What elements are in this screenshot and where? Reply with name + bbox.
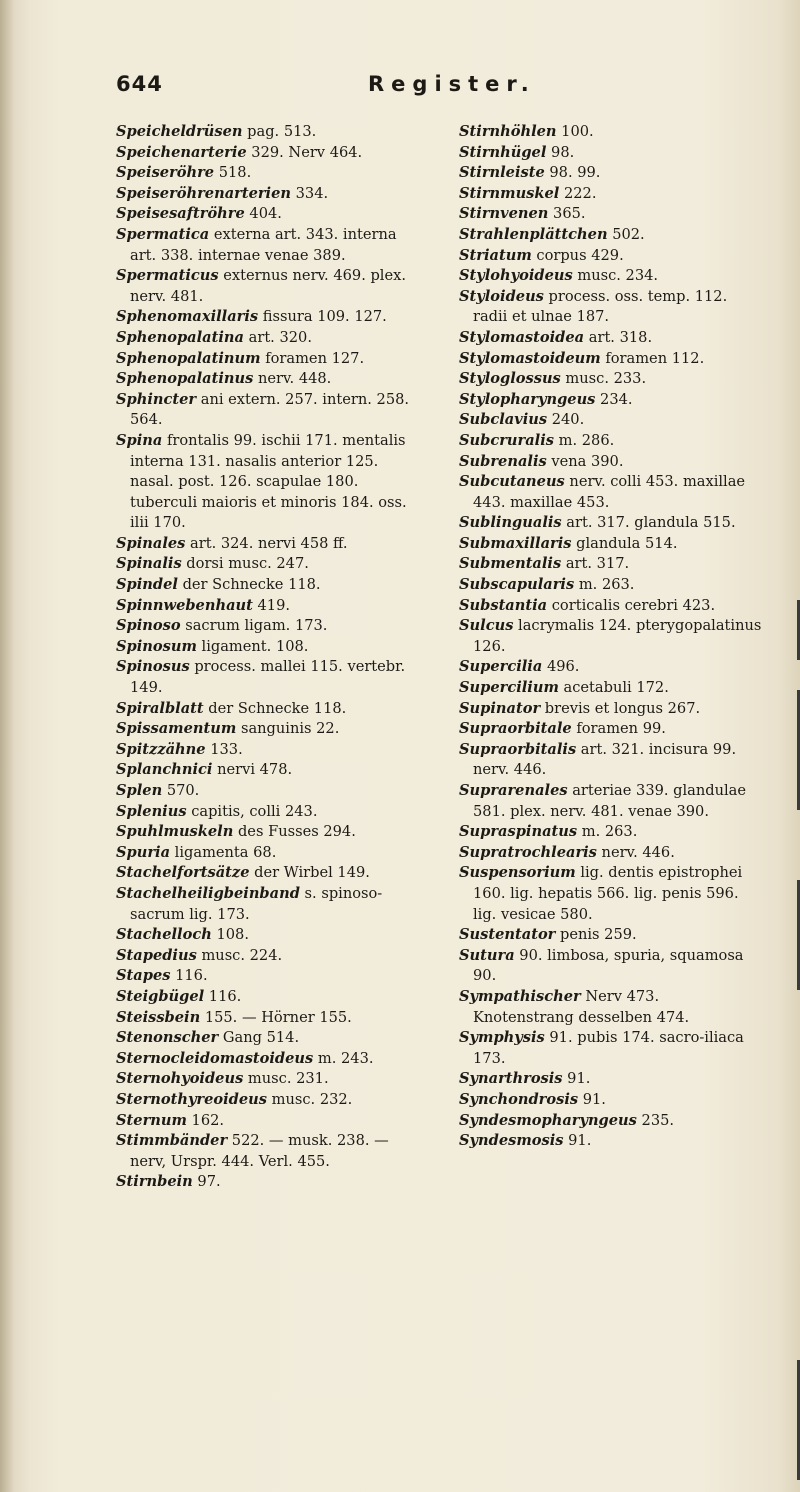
index-term: Subclavius	[459, 411, 548, 429]
index-term: Supraorbitalis	[459, 740, 577, 758]
index-references: Gang 514.	[218, 1029, 300, 1047]
page-header	[116, 72, 746, 112]
index-entry	[459, 946, 764, 987]
index-term: Submentalis	[459, 555, 562, 573]
index-entry	[459, 1111, 764, 1132]
index-references: brevis et longus 267.	[540, 699, 701, 717]
index-entry	[459, 554, 764, 575]
index-term: Stachelfortsätze	[116, 864, 250, 882]
index-term: Stapedius	[116, 946, 197, 964]
index-term: Sublingualis	[459, 514, 562, 532]
index-references: art. 324. nervi 458 ff.	[185, 534, 348, 552]
index-references: 155. — Hörner 155.	[200, 1008, 352, 1026]
index-references: corpus 429.	[531, 246, 624, 264]
index-term: Sphenopalatinum	[116, 349, 261, 367]
index-references: 108.	[211, 926, 249, 944]
index-references: musc. 231.	[243, 1070, 329, 1088]
index-entry	[459, 781, 764, 822]
index-entry	[116, 122, 416, 143]
index-entry	[459, 390, 764, 411]
index-term: Steigbügel	[116, 987, 205, 1005]
index-entry	[459, 678, 764, 699]
index-references: foramen 99.	[571, 720, 666, 738]
index-references: lacrymalis 124. pterygopalatinus 126.	[473, 617, 762, 655]
index-references: Nerv 473. Knotenstrang desselben 474.	[473, 987, 690, 1026]
index-references: nerv. 448.	[253, 370, 332, 388]
index-term: Stapes	[116, 967, 171, 985]
index-term: Supraorbitale	[459, 720, 572, 738]
index-references: des Fusses 294.	[233, 823, 356, 841]
index-references: penis 259.	[555, 926, 637, 944]
index-entry	[459, 349, 764, 370]
index-term: Synchondrosis	[459, 1090, 579, 1108]
index-references: 116.	[204, 987, 242, 1005]
index-term: Stachelloch	[116, 926, 212, 944]
index-term: Stirnhügel	[459, 143, 547, 161]
index-entry	[116, 307, 416, 328]
index-entry	[459, 575, 764, 596]
index-term: Spindel	[116, 576, 178, 594]
index-term: Spuhlmuskeln	[116, 823, 234, 841]
index-entry	[459, 266, 764, 287]
index-references: lig. dentis epistrophei 160. lig. hepatis 566. lig. penis 596. lig. vesicae 580.	[473, 864, 743, 923]
index-entry	[459, 925, 764, 946]
index-term: Sutura	[459, 946, 515, 964]
index-term: Stimmbänder	[116, 1132, 228, 1150]
index-entry	[116, 328, 416, 349]
index-term: Sustentator	[459, 926, 556, 944]
index-entry	[116, 1090, 416, 1111]
index-references: 518.	[214, 164, 252, 182]
index-term: Sphenopalatinus	[116, 370, 254, 388]
index-entry	[459, 328, 764, 349]
index-term: Subscapularis	[459, 576, 575, 594]
index-references: musc. 233.	[560, 370, 647, 388]
index-term: Sulcus	[459, 617, 514, 635]
index-references: pag. 513.	[242, 123, 317, 140]
index-references: acetabuli 172.	[558, 679, 669, 697]
index-term: Spermatica	[116, 225, 210, 243]
index-entry	[116, 143, 416, 164]
page-spine-shadow	[0, 0, 14, 1492]
index-entry	[116, 225, 416, 266]
index-term: Stirnbein	[116, 1173, 193, 1191]
index-entry	[459, 534, 764, 555]
index-references: process. oss. temp. 112. radii et ulnae 187.	[473, 287, 728, 326]
index-term: Spina	[116, 431, 163, 449]
index-entry	[459, 204, 764, 225]
index-references: sanguinis 22.	[236, 720, 340, 738]
page-number: 644	[116, 72, 163, 96]
index-term: Suprarenales	[459, 782, 568, 799]
index-entry	[116, 925, 416, 946]
index-entry	[116, 699, 416, 720]
index-entry	[459, 287, 764, 328]
index-entry	[459, 863, 764, 925]
running-title: Register.	[368, 72, 536, 96]
index-term: Spinosus	[116, 658, 190, 676]
index-entry	[116, 184, 416, 205]
index-term: Submaxillaris	[459, 534, 572, 552]
index-references: 570.	[162, 782, 200, 799]
index-entry	[459, 513, 764, 534]
index-entry	[459, 1090, 764, 1111]
index-entry	[116, 575, 416, 596]
index-entry	[116, 1111, 416, 1132]
index-references: 162.	[186, 1111, 225, 1129]
index-references: 234.	[595, 390, 633, 408]
index-entry	[116, 843, 416, 864]
index-term: Supercilium	[459, 679, 559, 697]
index-term: Styloglossus	[459, 370, 561, 388]
index-entry	[116, 266, 416, 307]
index-term: Supraspinatus	[459, 823, 578, 841]
index-term: Stirnleiste	[459, 164, 545, 182]
index-references: musc. 234.	[572, 267, 659, 285]
index-term: Styloideus	[459, 287, 544, 305]
index-references: dorsi musc. 247.	[181, 555, 309, 573]
index-term: Spissamentum	[116, 720, 237, 738]
index-references: arteriae 339. glandulae 581. plex. nerv. 481. venae 390.	[473, 782, 747, 820]
index-term: Sphenomaxillaris	[116, 308, 259, 326]
index-term: Speiseröhre	[116, 164, 215, 182]
index-entry	[116, 657, 416, 698]
index-term: Spermaticus	[116, 267, 219, 285]
index-references: 419.	[252, 596, 291, 614]
index-references: fissura 109. 127.	[258, 308, 387, 326]
index-entry	[116, 987, 416, 1008]
index-entry	[116, 781, 416, 802]
index-references: 329. Nerv 464.	[246, 143, 363, 161]
index-references: der Schnecke 118.	[177, 576, 321, 594]
index-entry	[116, 760, 416, 781]
index-entry	[116, 1049, 416, 1070]
index-entry	[116, 554, 416, 575]
index-term: Spinalis	[116, 555, 182, 573]
index-term: Spinosum	[116, 637, 197, 655]
index-references: m. 263.	[574, 576, 635, 594]
index-entry	[116, 204, 416, 225]
index-term: Subcruralis	[459, 431, 554, 449]
index-term: Speichenarterie	[116, 143, 247, 161]
index-term: Subcutaneus	[459, 473, 565, 491]
index-term: Speisesaftröhre	[116, 205, 245, 223]
index-references: frontalis 99. ischii 171. mentalis interna 131. nasalis anterior 125. nasal. post. 126. scapulae 180. tuberculi maioris et minoris 184. oss. ilii 170.	[130, 431, 407, 532]
index-entry	[459, 616, 764, 657]
index-entry	[116, 534, 416, 555]
index-references: nerv. colli 453. maxillae 443. maxillae 453.	[473, 473, 746, 511]
index-entry	[116, 349, 416, 370]
index-references: 91. pubis 174. sacro-iliaca 173.	[473, 1029, 744, 1067]
index-entry	[459, 1028, 764, 1069]
index-entry	[116, 637, 416, 658]
index-references: foramen 112.	[600, 349, 705, 367]
index-references: foramen 127.	[260, 349, 365, 367]
index-references: process. mallei 115. vertebr. 149.	[130, 658, 406, 697]
index-entry	[459, 246, 764, 267]
index-term: Steissbein	[116, 1008, 201, 1026]
index-term: Stenonscher	[116, 1029, 219, 1047]
index-term: Synarthrosis	[459, 1070, 563, 1088]
index-term: Speicheldrüsen	[116, 123, 243, 140]
index-term: Sympathischer	[459, 987, 581, 1005]
index-term: Stirnvenen	[459, 205, 549, 223]
index-references: 334.	[291, 184, 329, 202]
index-term: Syndesmosis	[459, 1132, 564, 1150]
index-term: Spiralblatt	[116, 699, 204, 717]
index-entry	[459, 369, 764, 390]
index-entry	[459, 452, 764, 473]
index-term: Spinoso	[116, 617, 181, 635]
index-references: s. spinoso-sacrum lig. 173.	[130, 884, 383, 923]
index-term: Stirnhöhlen	[459, 123, 557, 140]
index-entry	[459, 843, 764, 864]
index-references: externus nerv. 469. plex. nerv. 481.	[130, 267, 406, 305]
index-term: Sternum	[116, 1111, 187, 1129]
index-references: 98.	[546, 143, 575, 161]
index-term: Stylopharyngeus	[459, 390, 596, 408]
index-entry	[116, 163, 416, 184]
index-term: Stachelheiligbeinband	[116, 884, 300, 902]
index-references: art. 321. incisura 99. nerv. 446.	[473, 740, 737, 779]
index-references: vena 390.	[546, 452, 624, 470]
index-references: art. 317.	[561, 555, 630, 573]
index-entry	[116, 431, 416, 534]
index-term: Spuria	[116, 843, 171, 861]
index-term: Sternothyreoideus	[116, 1090, 267, 1108]
index-term: Stylomastoidea	[459, 328, 585, 346]
index-entry	[116, 616, 416, 637]
index-references: der Schnecke 118.	[203, 699, 347, 717]
index-references: art. 318.	[584, 328, 653, 346]
index-term: Spinnwebenhaut	[116, 596, 253, 614]
index-entry	[459, 596, 764, 617]
index-term: Supratrochlearis	[459, 843, 597, 861]
index-references: 496.	[542, 658, 580, 676]
index-references: 222.	[559, 184, 597, 202]
index-entry	[116, 1172, 416, 1193]
index-references: 522. — musk. 238. — nerv, Urspr. 444. Verl. 455.	[130, 1132, 389, 1170]
index-entry	[459, 431, 764, 452]
index-references: corticalis cerebri 423.	[547, 596, 716, 614]
index-term: Stirnmuskel	[459, 184, 560, 202]
index-references: 91.	[578, 1090, 606, 1108]
index-entry	[459, 822, 764, 843]
index-entry	[459, 225, 764, 246]
index-entry	[459, 184, 764, 205]
index-entry	[459, 657, 764, 678]
index-term: Striatum	[459, 246, 532, 264]
index-entry	[116, 966, 416, 987]
index-entry	[116, 719, 416, 740]
index-entry	[459, 719, 764, 740]
index-term: Stylomastoideum	[459, 349, 601, 367]
index-entry	[459, 122, 764, 143]
index-entry	[459, 1131, 764, 1152]
index-term: Spinales	[116, 534, 186, 552]
index-references: 404.	[244, 205, 282, 223]
index-references: 91.	[562, 1070, 591, 1088]
index-term: Suspensorium	[459, 864, 576, 882]
index-references: 90. limbosa, spuria, squamosa 90.	[473, 946, 744, 985]
index-entry	[116, 740, 416, 761]
index-term: Speiseröhrenarterien	[116, 184, 291, 202]
index-entry	[116, 884, 416, 925]
index-term: Syndesmopharyngeus	[459, 1111, 637, 1129]
index-entry	[116, 802, 416, 823]
index-references: 116.	[170, 967, 208, 985]
index-entry	[459, 143, 764, 164]
index-entry	[116, 863, 416, 884]
index-references: m. 263.	[577, 823, 638, 841]
index-entry	[459, 740, 764, 781]
index-entry	[116, 946, 416, 967]
index-entry	[116, 596, 416, 617]
index-term: Splen	[116, 782, 163, 799]
index-term: Supercilia	[459, 658, 543, 676]
index-references: sacrum ligam. 173.	[180, 617, 328, 635]
index-term: Spitzzähne	[116, 740, 206, 758]
index-term: Strahlenplättchen	[459, 225, 608, 243]
index-references: capitis, colli 243.	[186, 802, 318, 820]
index-term: Supinator	[459, 699, 541, 717]
index-entry	[459, 699, 764, 720]
index-term: Splanchnici	[116, 761, 213, 779]
index-references: ani extern. 257. intern. 258. 564.	[130, 390, 410, 429]
index-column-left	[116, 122, 416, 1193]
index-entry	[459, 163, 764, 184]
index-references: musc. 232.	[267, 1090, 353, 1108]
index-entry	[116, 822, 416, 843]
index-references: art. 320.	[244, 328, 312, 346]
index-references: glandula 514.	[571, 534, 678, 552]
index-references: musc. 224.	[196, 946, 283, 964]
index-references: m. 286.	[554, 431, 615, 449]
index-references: art. 317. glandula 515.	[561, 514, 736, 532]
index-entry	[116, 1028, 416, 1049]
index-entry	[459, 410, 764, 431]
index-entry	[116, 1069, 416, 1090]
index-references: nervi 478.	[212, 761, 293, 779]
index-entry	[459, 1069, 764, 1090]
index-entry	[116, 1131, 416, 1172]
index-references: 133.	[205, 740, 243, 758]
index-references: nerv. 446.	[596, 843, 675, 861]
index-term: Sternohyoideus	[116, 1070, 244, 1088]
index-references: 502.	[607, 225, 645, 243]
index-references: 91.	[563, 1132, 592, 1150]
index-term: Sphenopalatina	[116, 328, 244, 346]
index-references: 98. 99.	[544, 164, 601, 182]
index-term: Splenius	[116, 802, 187, 820]
index-entry	[116, 369, 416, 390]
index-references: m. 243.	[313, 1049, 374, 1067]
index-references: externa art. 343. interna art. 338. internae venae 389.	[130, 225, 397, 264]
index-references: 97.	[192, 1173, 221, 1191]
index-term: Substantia	[459, 596, 548, 614]
index-references: 365.	[548, 205, 586, 223]
index-column-right	[459, 122, 764, 1152]
index-references: 235.	[636, 1111, 675, 1129]
index-references: der Wirbel 149.	[249, 864, 370, 882]
index-entry	[459, 987, 764, 1028]
index-term: Stylohyoideus	[459, 267, 573, 285]
index-references: ligament. 108.	[196, 637, 309, 655]
index-references: ligamenta 68.	[170, 843, 277, 861]
index-term: Symphysis	[459, 1029, 545, 1047]
index-entry	[116, 390, 416, 431]
index-term: Subrenalis	[459, 452, 547, 470]
index-term: Sternocleidomastoideus	[116, 1049, 314, 1067]
index-references: 240.	[547, 411, 585, 429]
index-entry	[116, 1008, 416, 1029]
index-entry	[459, 472, 764, 513]
index-term: Sphincter	[116, 390, 197, 408]
index-references: 100.	[556, 123, 594, 140]
